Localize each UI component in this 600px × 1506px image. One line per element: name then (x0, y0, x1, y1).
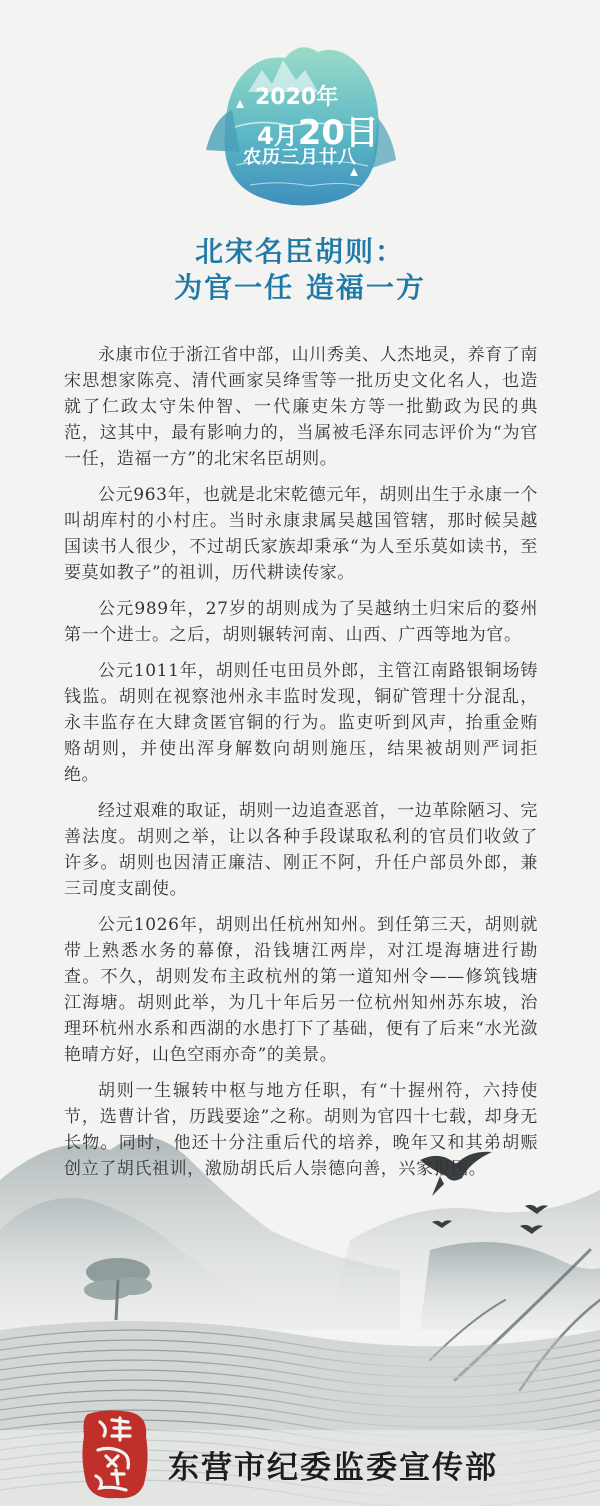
paragraph: 胡则一生辗转中枢与地方任职，有“十握州符，六持使节，选曹计省，历践要途”之称。胡则为官四十七载，却身无长物。同时，他还十分注重后代的培养，晚年又和其弟胡赈创立了胡氏祖训，激励胡氏后人崇德向善，兴家报国。 (64, 1081, 538, 1179)
date-month: 4月 (257, 122, 298, 150)
paragraph: 公元1026年，胡则出任杭州知州。到任第三天，胡则就带上熟悉水务的幕僚，沿钱塘江两岸，对江堤海塘进行勘查。不久，胡则发布主政杭州的第一道知州令——修筑钱塘江海塘。胡则此举，为几十年后另一位杭州知州苏东坡，治理环杭州水系和西湖的水患打下了基础，便有了后来“水光潋艳晴方好，山色空雨亦奇”的美景。 (64, 915, 538, 1065)
article-title-line2: 为官一任 造福一方 (174, 271, 426, 304)
paragraph: 公元989年，27岁的胡则成为了吴越纳土归宋后的婺州第一个进士。之后，胡则辗转河南、山西、广西等地为官。 (64, 599, 538, 645)
article-body (64, 342, 538, 1192)
red-seal-logo (78, 1406, 154, 1502)
date-lunar: 农历三月廿八 (243, 147, 357, 168)
paragraph: 经过艰难的取证，胡则一边追查恶首，一边革除陋习、完善法度。胡则之举，让以各种手段谋取私利的官员们收敛了许多。胡则也因清正廉洁、刚正不阿，升任户部员外郎，兼三司度支副使。 (64, 801, 538, 899)
date-year: 2020年 (255, 85, 339, 110)
paragraph: 公元1011年，胡则任屯田员外郎，主管江南路银铜场铸钱监。胡则在视察池州永丰监时发现，铜矿管理十分混乱，永丰监存在大肆贪匿官铜的行为。监吏听到风声，抬重金贿赂胡则，并使出浑身解数向胡则施压，结果被胡则严词拒绝。 (64, 661, 538, 785)
footer-organization: 东营市纪委监委宣传部 (168, 1450, 498, 1486)
paragraph: 永康市位于浙江省中部，山川秀美、人杰地灵，养育了南宋思想家陈亮、清代画家吴绛雪等一批历史文化名人，也造就了仁政太守朱仲智、一代廉吏朱方等一批勤政为民的典范，这其中，最有影响力的，当属被毛泽东同志评价为“为官一任，造福一方”的北宋名臣胡则。 (64, 345, 538, 469)
date-day: 20日 (297, 113, 380, 153)
article-title-line1: 北宋名臣胡则： (194, 235, 405, 268)
paragraph: 公元963年，也就是北宋乾德元年，胡则出生于永康一个叫胡库村的小村庄。当时永康隶属吴越国管辖，那时候吴越国读书人很少，不过胡氏家族却秉承“为人至乐莫如读书，至要莫如教子”的祖训，历代耕读传家。 (64, 485, 538, 583)
